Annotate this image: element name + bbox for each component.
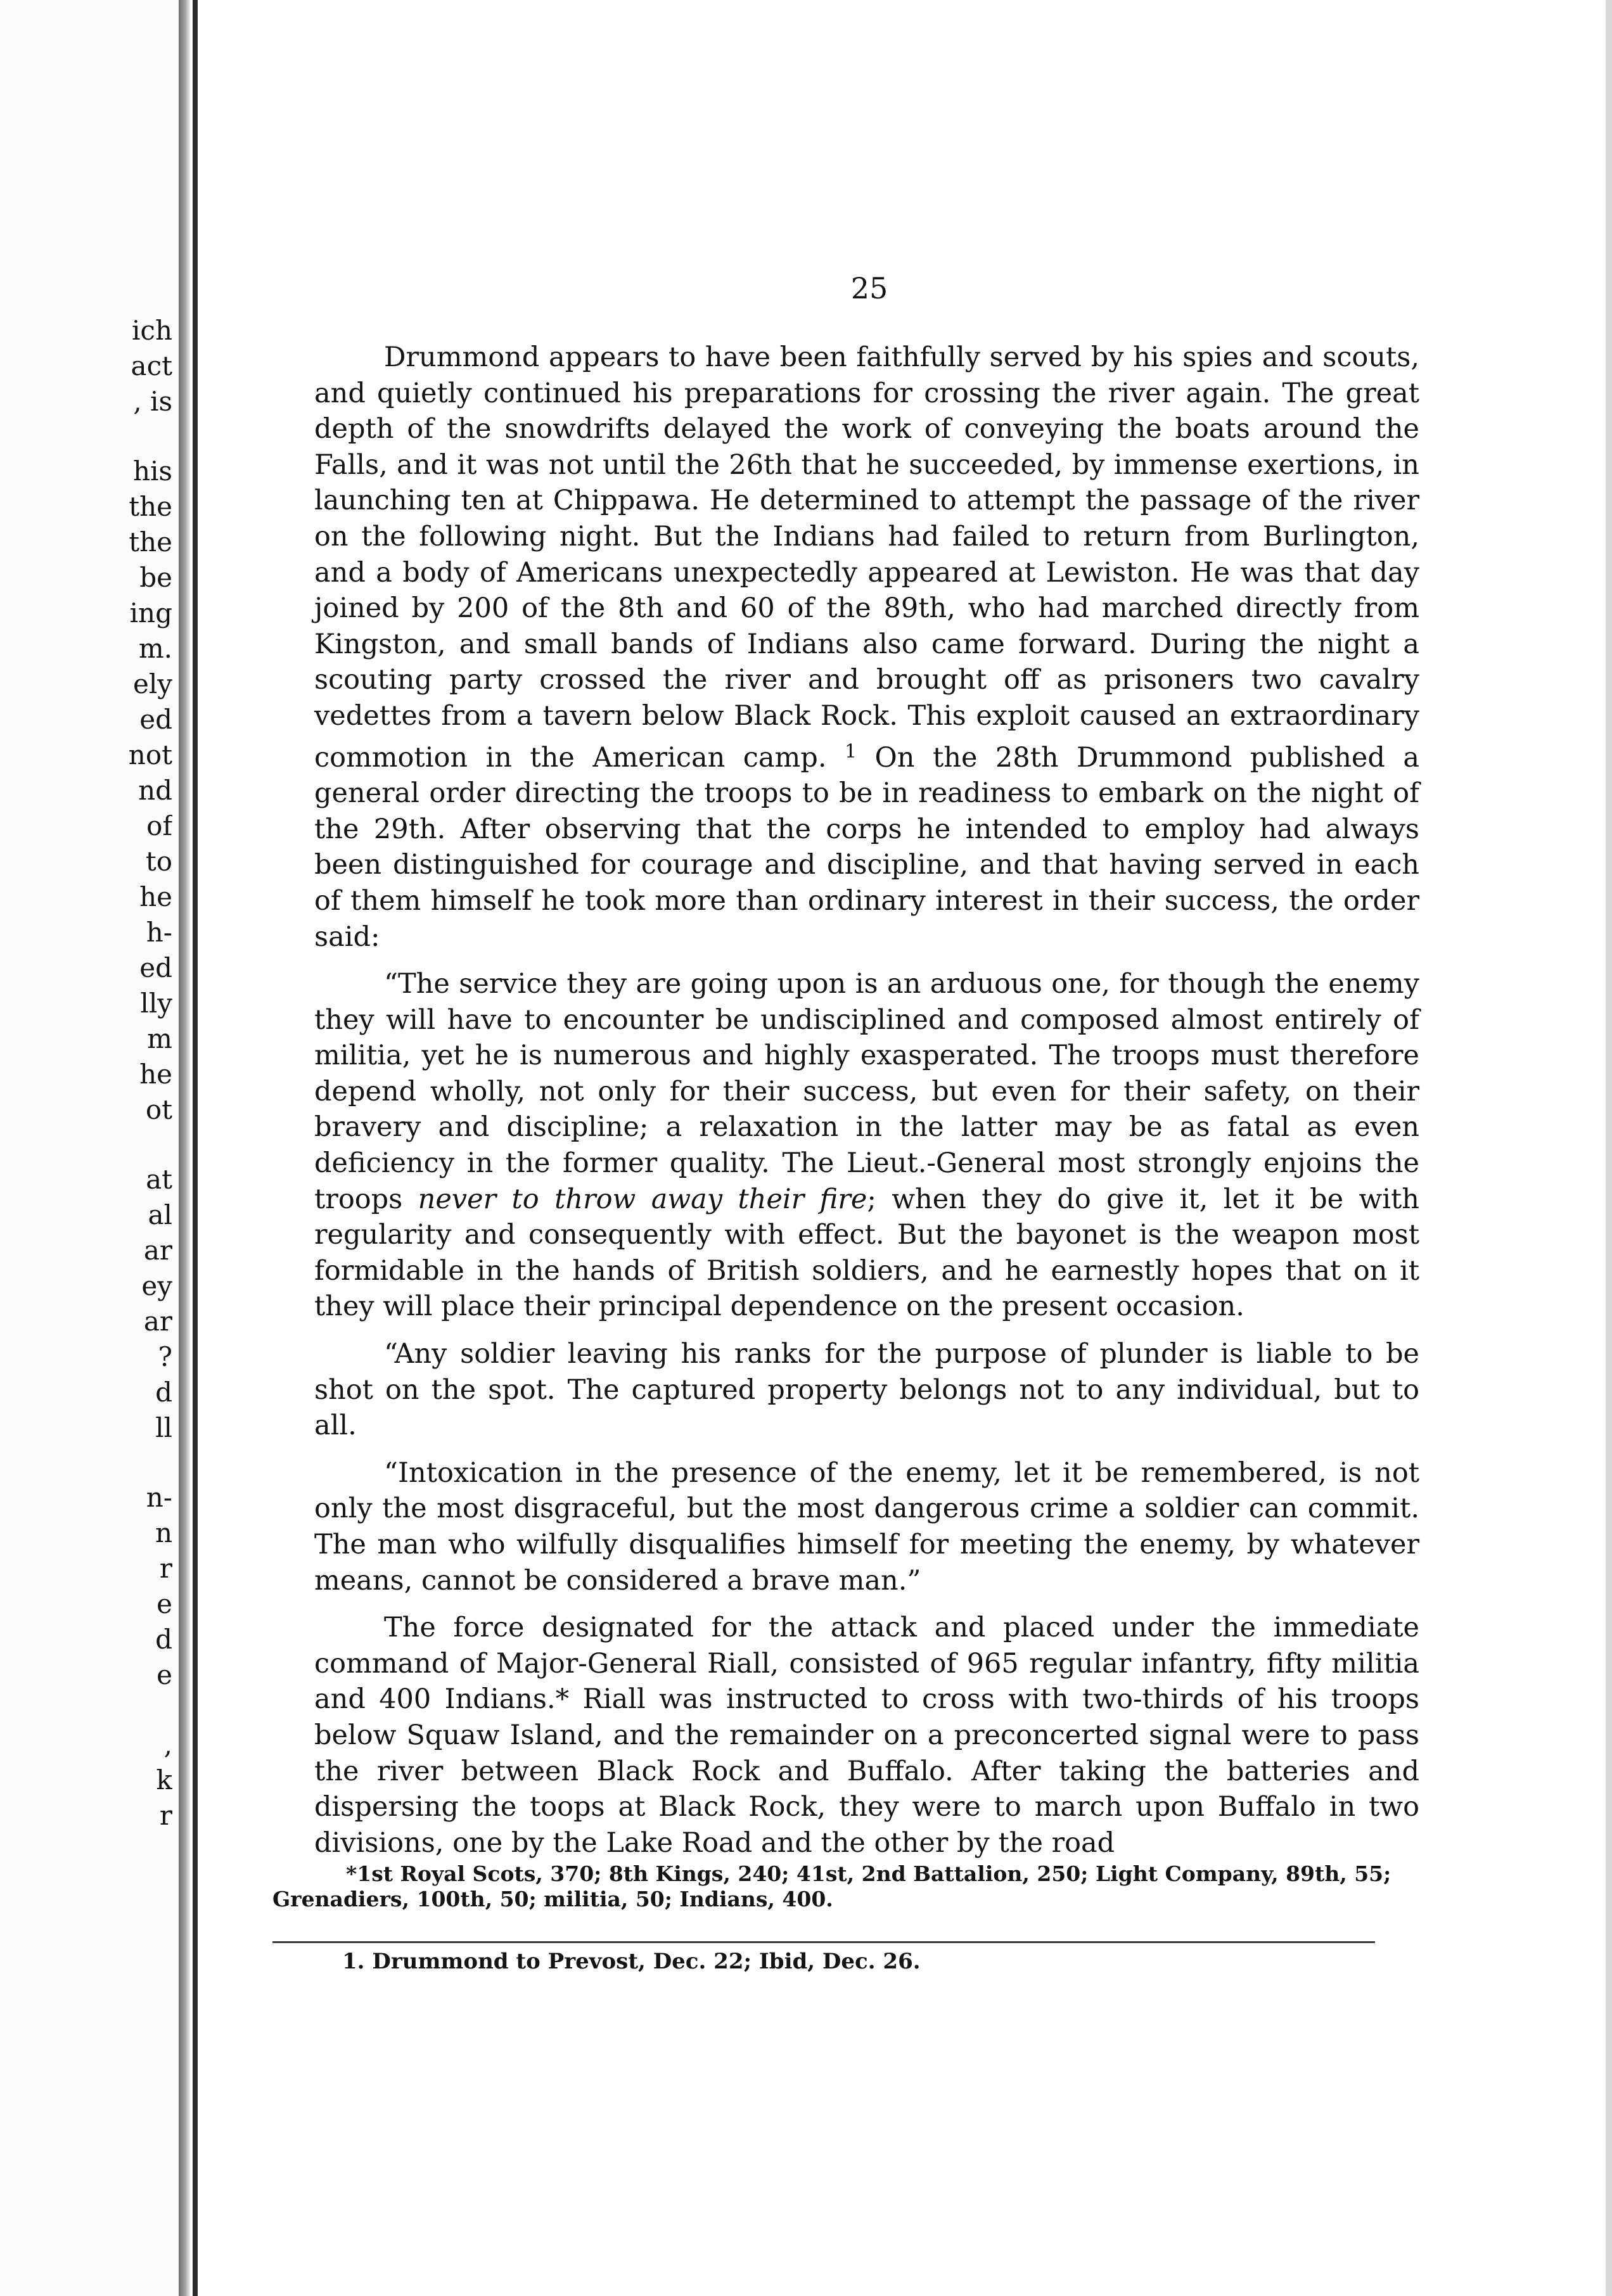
- facing-page-fragment: m: [147, 1023, 172, 1054]
- facing-page-fragment: ich: [131, 315, 172, 346]
- facing-page-fragment: r: [159, 1553, 172, 1584]
- facing-page-fragment: d: [155, 1377, 172, 1408]
- gutter-binding-line: [193, 0, 198, 2296]
- paragraph-drummond-part-a: Drummond appears to have been faithfully served by his spies and scouts, and quietly continued his preparations for crossing the river again. The great depth of the snowdrifts delayed the work of conveying the boats around the Falls, and it was not until the 26th that he succeeded, by immense exertions, in launching ten at Chippawa. He determined to attempt the passage of the river on the following night. But the Indians had failed to return from Burlington, and a body of Americans unexpectedly appeared at Lewiston. He was that day joined by 200 of the 8th and 60 of the 89th, who had marched directly from Kingston, and small bands of Indians also came forward. During the night a scouting party crossed the river and brought off as prisoners two cavalry vedettes from a tavern below Black Rock. This exploit caused an extraordinary commotion in the American camp.: [314, 341, 1419, 774]
- facing-page-fragment: k: [156, 1764, 172, 1795]
- paragraph-drummond: [314, 340, 1419, 955]
- facing-page-fragment: e: [157, 1588, 172, 1619]
- facing-page-fragment: ot: [145, 1094, 172, 1125]
- facing-page-fragment: at: [146, 1164, 172, 1195]
- facing-page-fragment: ed: [139, 704, 172, 735]
- footnote-rule: [272, 1941, 1375, 1943]
- page-number: 25: [850, 271, 888, 305]
- facing-page-fragment: his: [132, 456, 172, 487]
- footnote-1: 1. Drummond to Prevost, Dec. 22; Ibid, Dec. 26.: [342, 1949, 921, 1974]
- facing-page-fragment: ed: [139, 952, 172, 983]
- facing-page-fragment: h-: [146, 917, 172, 948]
- facing-page-fragment: e: [157, 1659, 172, 1690]
- facing-page-fragment: r: [159, 1800, 172, 1831]
- facing-page-fragment: al: [148, 1199, 172, 1230]
- paragraph-drummond-part-b: On the 28th Drummond published a general order directing the troops to be in readiness to embark on the night of the 29th. After observing that the corps he intended to employ had always been distinguished for courage and discipline, and that having served in each of them himself he took more than ordinary interest in their success, the order said:: [314, 741, 1419, 953]
- facing-page-fragment: ey: [141, 1270, 172, 1301]
- facing-page-fragment: lly: [140, 988, 172, 1019]
- paragraph-service: [314, 966, 1419, 1325]
- facing-page-fragment: ll: [155, 1412, 172, 1443]
- paragraph-force: The force designated for the attack and placed under the immediate command of Major-General Riall, consisted of 965 regular infantry, fifty militia and 400 Indians.* Riall was instructed to cross with two-thirds of his troops below Squaw Island, and the remainder on a preconcerted signal were to pass the river between Black Rock and Buffalo. After taking the batteries and dispersing the toops at Black Rock, they were to march upon Buffalo in two divisions, one by the Lake Road and the other by the road: [314, 1612, 1419, 1859]
- paragraph-intoxication: “Intoxication in the presence of the enemy, let it be remembered, is not only the most disgraceful, but the most dangerous crime a soldier can commit. The man who wilfully disqualifies himself for meeting the enemy, by whatever means, cannot be considered a brave man.”: [314, 1457, 1419, 1597]
- facing-page-fragment: ely: [132, 668, 172, 699]
- paragraph-service-part-a: “The service they are going upon is an arduous one, for though the enemy they will have to encounter be undisciplined and composed almost entirely of militia, yet he is numerous and highly exasperated. The troops must therefore depend wholly, not only for their success, but even for their safety, on their bravery and discipline; a relaxation in the latter may be as fatal as even deficiency in the former quality. The Lieut.-General most strongly enjoins the troops: [314, 968, 1419, 1215]
- facing-page-fragment: ar: [143, 1306, 172, 1337]
- facing-page-fragment: the: [129, 526, 172, 558]
- facing-page-fragment: he: [139, 1059, 172, 1090]
- facing-page-fragment: ?: [158, 1341, 172, 1372]
- facing-page-fragment: [8, 1446, 172, 1480]
- facing-page-fragment: [8, 419, 172, 454]
- italic-phrase: never to throw away their fire: [418, 1183, 867, 1215]
- paragraph-service-part-b: ; when they do give it, let it be with regularity and consequently with effect. But the bayonet is the weapon most formidable in the hands of British soldiers, and he earnestly hopes that on it they will place their principal dependence on the present occasion.: [314, 1183, 1420, 1323]
- page-edge: [1606, 0, 1612, 2296]
- facing-page-fragment: ,: [163, 1729, 172, 1760]
- facing-page-fragment: [8, 1128, 172, 1162]
- facing-page-fragment: m.: [138, 633, 172, 664]
- facing-page-fragment: to: [145, 846, 172, 877]
- facing-page-fragments: [8, 313, 172, 1834]
- facing-page-fragment: he: [139, 881, 172, 912]
- facing-page-fragment: the: [129, 491, 172, 522]
- facing-page-fragment: be: [139, 562, 172, 593]
- facing-page-fragment: not: [128, 739, 172, 770]
- facing-page-fragment: ar: [143, 1235, 172, 1266]
- facing-page-fragment: n-: [146, 1482, 172, 1513]
- facing-page-fragment: d: [155, 1624, 172, 1655]
- facing-page-fragment: [8, 1693, 172, 1727]
- facing-page-fragment: n: [155, 1517, 172, 1548]
- gutter-shadow: [179, 0, 190, 2296]
- body-text: [314, 340, 1419, 1861]
- footnote-marker: 1: [844, 740, 857, 763]
- facing-page-fragment: act: [131, 350, 172, 381]
- facing-page-fragment: ing: [129, 597, 172, 628]
- asterisk-footnote-text: *1st Royal Scots, 370; 8th Kings, 240; 41st, 2nd Battalion, 250; Light Company, 89th, 55; Grenadiers, 100th, 50; militia, 50; Indians, 400.: [272, 1861, 1391, 1911]
- paragraph-plunder: “Any soldier leaving his ranks for the purpose of plunder is liable to be shot on the spot. The captured property belongs not to any individual, but to all.: [314, 1338, 1419, 1442]
- facing-page-fragment: , is: [133, 386, 172, 417]
- facing-page-fragment: nd: [138, 775, 172, 806]
- facing-page-fragment: of: [146, 810, 172, 841]
- asterisk-footnote: [272, 1861, 1394, 1912]
